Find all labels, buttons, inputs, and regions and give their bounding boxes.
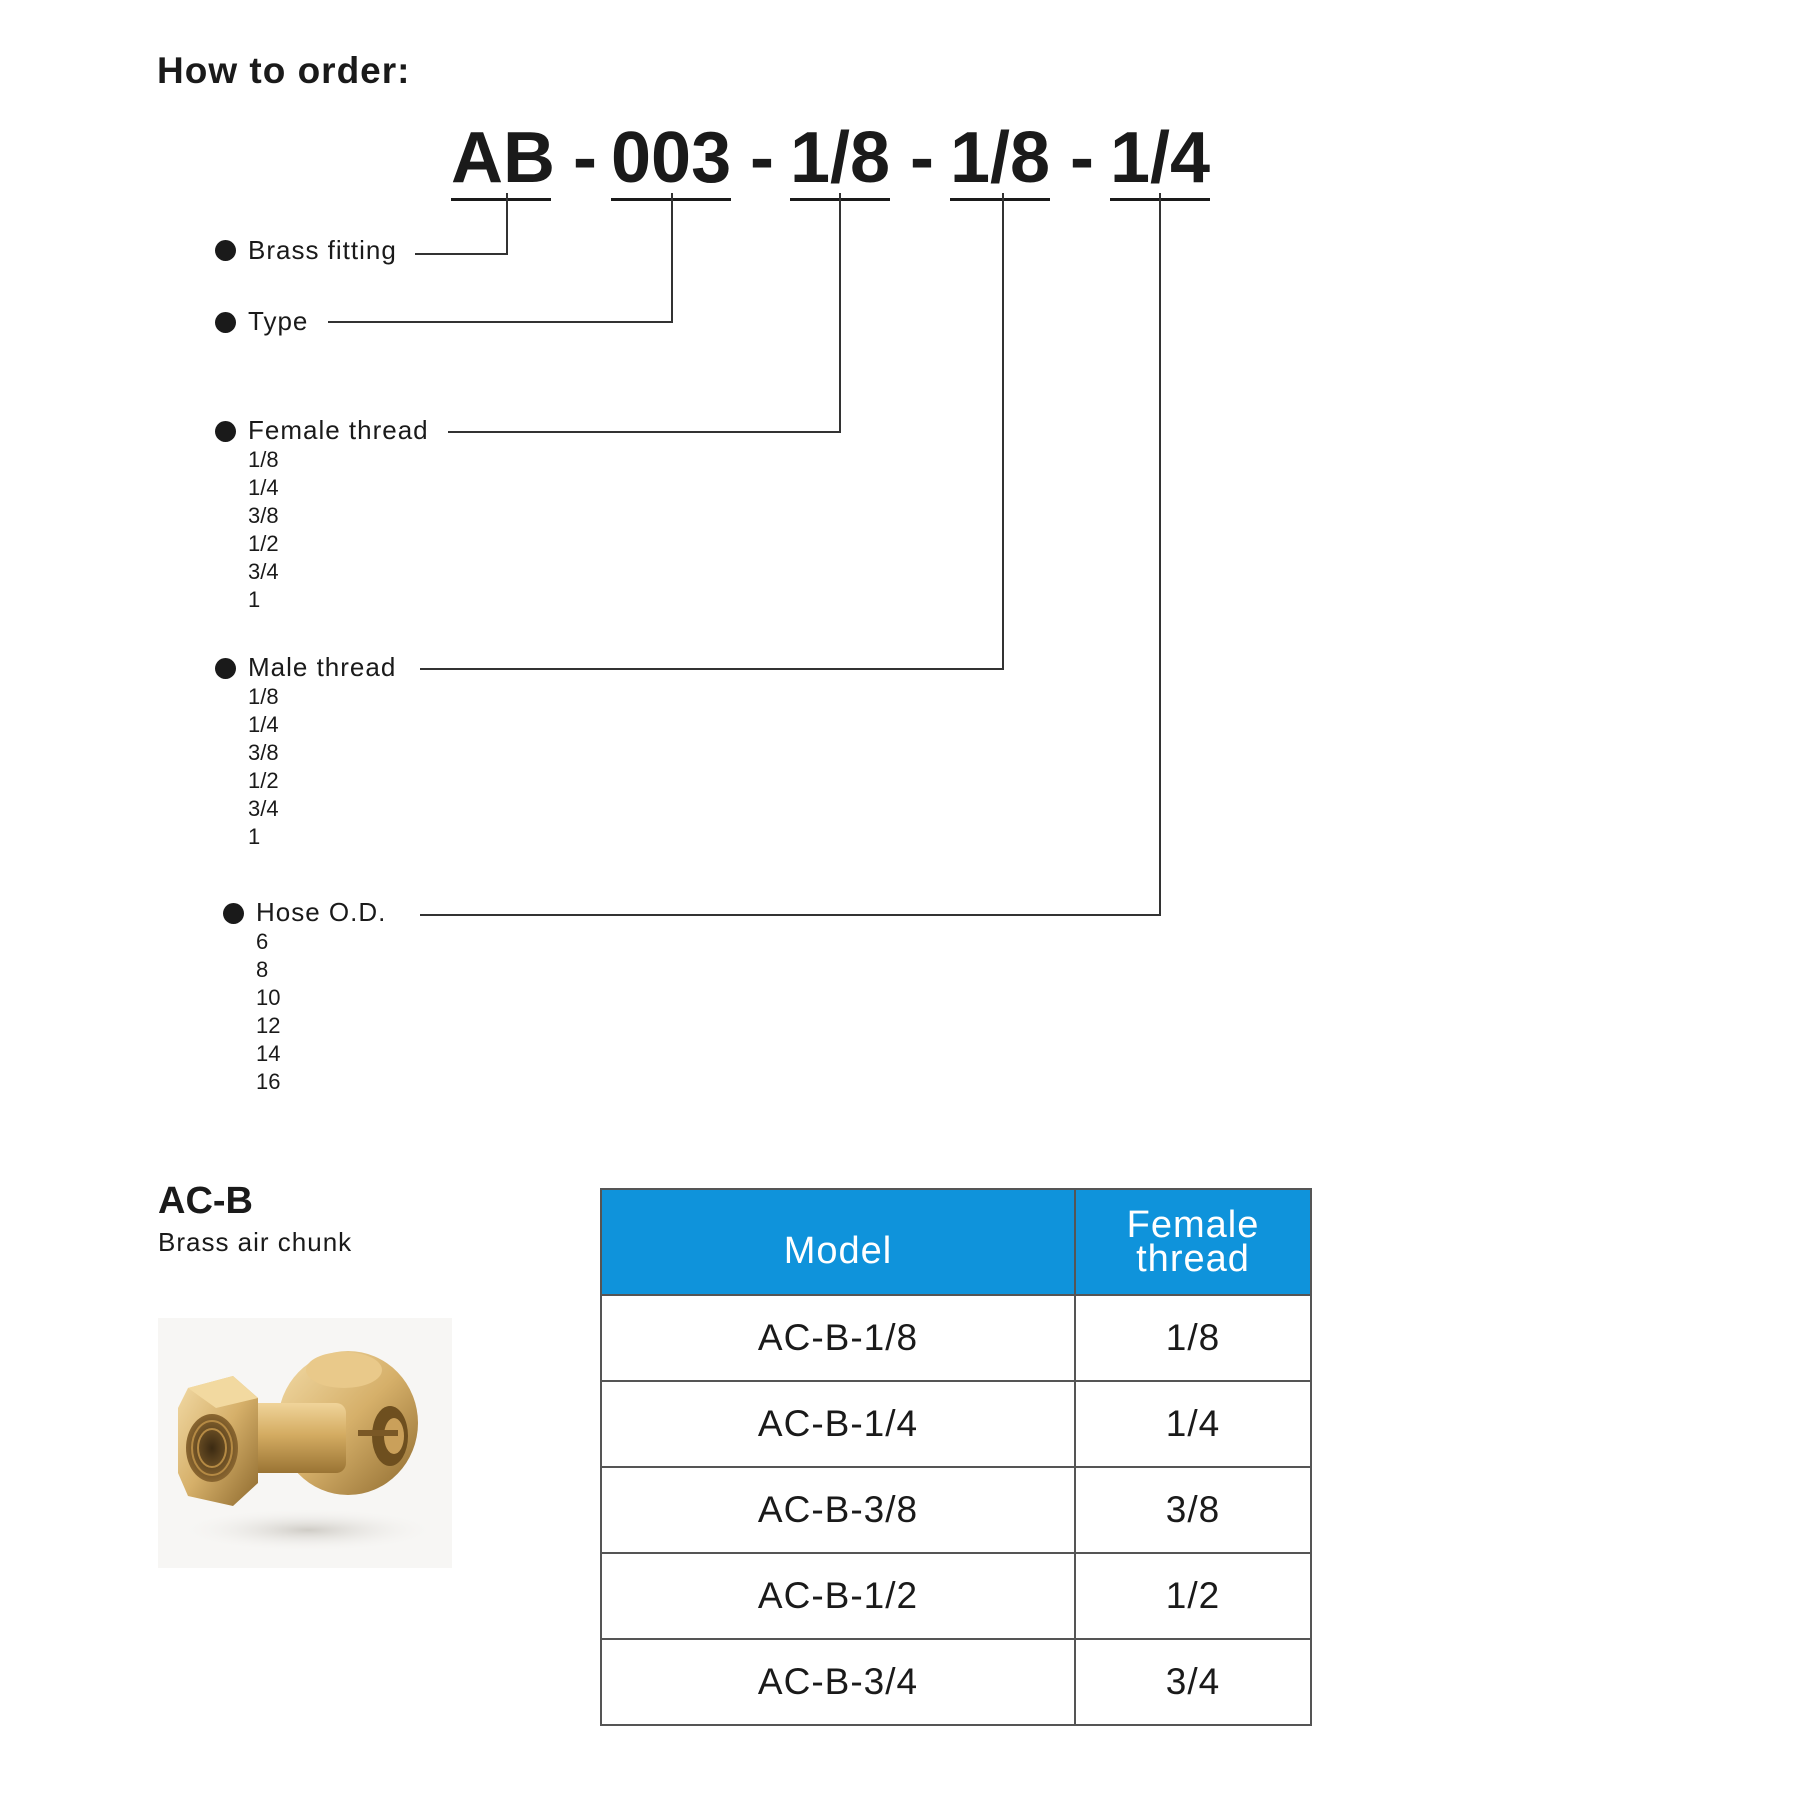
cell-model: AC-B-3/8 <box>601 1467 1075 1553</box>
bullet-icon <box>223 903 244 924</box>
code-segment-female-thread: 1/8 <box>790 118 890 201</box>
table-row <box>601 1553 1311 1639</box>
field-label-hose-od: Hose O.D. <box>256 897 387 927</box>
option-item: 3/4 <box>248 796 279 821</box>
cell-model: AC-B-1/4 <box>601 1381 1075 1467</box>
male-thread-options <box>248 683 279 851</box>
cell-model: AC-B-3/4 <box>601 1639 1075 1725</box>
column-header-model-label: Model <box>783 1230 893 1272</box>
table-row <box>601 1295 1311 1381</box>
bullet-icon <box>215 312 236 333</box>
cell-female-thread: 1/8 <box>1075 1295 1311 1381</box>
code-separator: - <box>1070 118 1094 198</box>
connector-male-thread <box>420 193 1003 669</box>
option-item: 1/8 <box>248 684 279 709</box>
code-separator: - <box>573 118 597 198</box>
cell-female-thread: 1/4 <box>1075 1381 1311 1467</box>
column-header-female-thread-label: Female thread <box>1126 1204 1260 1280</box>
option-item: 1/2 <box>248 768 279 793</box>
cell-model: AC-B-1/2 <box>601 1553 1075 1639</box>
connector-hose-od <box>420 193 1160 915</box>
option-item: 1 <box>248 824 261 849</box>
cell-female-thread: 3/4 <box>1075 1639 1311 1725</box>
column-header-female-thread <box>1075 1189 1311 1295</box>
code-segment-male-thread: 1/8 <box>950 118 1050 201</box>
female-thread-options <box>248 446 279 614</box>
bullet-icon <box>215 240 236 261</box>
option-item: 1 <box>248 587 261 612</box>
page-title: How to order: <box>157 50 411 91</box>
field-label-brass-fitting: Brass fitting <box>248 235 397 265</box>
option-item: 1/8 <box>248 447 279 472</box>
code-segment-hose-od: 1/4 <box>1110 118 1210 201</box>
connector-brass-fitting <box>415 193 507 254</box>
option-item: 1/2 <box>248 531 279 556</box>
option-item: 3/8 <box>248 740 279 765</box>
table-row <box>601 1467 1311 1553</box>
table-row <box>601 1381 1311 1467</box>
option-item: 16 <box>256 1069 281 1094</box>
field-label-female-thread: Female thread <box>248 415 429 445</box>
field-label-male-thread: Male thread <box>248 652 397 682</box>
brass-air-chuck-icon <box>158 1318 452 1568</box>
hose-od-options <box>256 928 280 1096</box>
connector-female-thread <box>448 193 840 432</box>
option-item: 14 <box>256 1041 281 1066</box>
bullet-icon <box>215 658 236 679</box>
code-segment-series: AB <box>451 118 551 201</box>
option-item: 3/8 <box>248 503 279 528</box>
option-item: 8 <box>256 957 269 982</box>
option-item: 6 <box>256 929 269 954</box>
cell-female-thread: 3/8 <box>1075 1467 1311 1553</box>
table-header-row <box>601 1189 1311 1295</box>
code-separator: - <box>910 118 934 198</box>
option-item: 3/4 <box>248 559 279 584</box>
table-row <box>601 1639 1311 1725</box>
cell-model: AC-B-1/8 <box>601 1295 1075 1381</box>
cell-female-thread: 1/2 <box>1075 1553 1311 1639</box>
bullet-icon <box>215 421 236 442</box>
product-photo <box>158 1318 452 1568</box>
option-item: 1/4 <box>248 712 279 737</box>
code-segment-type: 003 <box>611 118 731 201</box>
code-separator: - <box>750 118 774 198</box>
spec-table <box>600 1188 1312 1726</box>
option-item: 12 <box>256 1013 281 1038</box>
option-item: 1/4 <box>248 475 279 500</box>
product-subtitle: Brass air chunk <box>158 1227 353 1257</box>
column-header-model <box>601 1189 1075 1295</box>
product-name: AC-B <box>158 1180 253 1222</box>
option-item: 10 <box>256 985 281 1010</box>
field-label-type: Type <box>248 306 309 336</box>
